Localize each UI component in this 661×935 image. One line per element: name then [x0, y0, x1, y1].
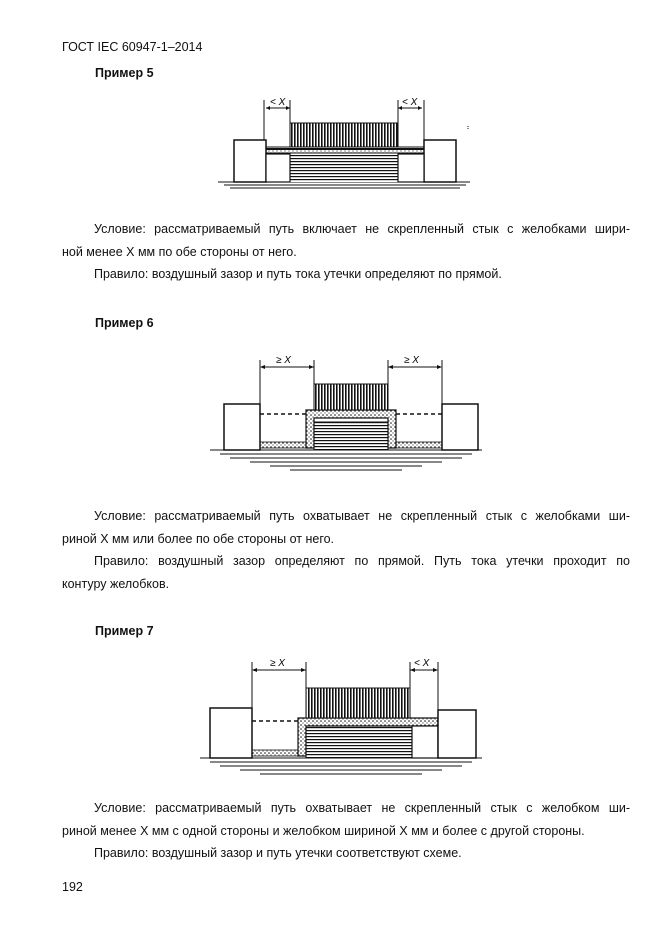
left-block — [234, 140, 266, 182]
page-number: 192 — [62, 880, 83, 894]
example-5-diagram — [210, 92, 475, 195]
rule-line: Правило: воздушный зазор и путь тока утечки определяют по прямой. — [94, 267, 502, 281]
dim-label-right: < X — [414, 658, 430, 669]
condition-line: Условие: рассматриваемый путь охватывает не скрепленный стык с желобками ши- — [94, 509, 630, 523]
example-5-text — [62, 218, 630, 286]
right-block — [442, 404, 478, 450]
lower-part — [306, 726, 412, 758]
lower-part — [314, 422, 388, 450]
dim-label-right: < X — [402, 97, 418, 108]
left-block — [210, 708, 252, 758]
left-block — [224, 404, 260, 450]
base-ground — [210, 450, 482, 470]
dim-label-left: ≥ X — [270, 658, 285, 669]
right-block — [438, 710, 476, 758]
example-7-heading: Пример 7 — [95, 624, 154, 638]
condition-line: Условие: рассматриваемый путь включает не скрепленный стык с желобками шири- — [94, 222, 630, 236]
condition-line: риной X мм или более по обе стороны от него. — [62, 531, 335, 546]
base-ground — [218, 182, 470, 188]
base-ground — [200, 758, 482, 774]
condition-line: риной менее X мм с одной стороны и желобком шириной X мм и более с другой стороны. — [62, 823, 585, 838]
rule-line: Правило: воздушный зазор определяют по прямой. Путь тока утечки проходит по — [94, 554, 630, 568]
condition-line: Условие: рассматриваемый путь охватывает не скрепленный стык с желобком ши- — [94, 801, 630, 815]
example-7-diagram — [200, 652, 485, 782]
document-header: ГОСТ IEC 60947-1–2014 — [62, 40, 203, 54]
dim-label-left: ≥ X — [276, 355, 291, 366]
example-6-diagram — [210, 350, 485, 482]
right-block — [424, 140, 456, 182]
example-6-heading: Пример 6 — [95, 316, 154, 330]
rule-line: Правило: воздушный зазор и путь утечки соответствуют схеме. — [94, 846, 462, 860]
upper-part — [290, 123, 398, 147]
rule-line: контуру желобков. — [62, 576, 170, 591]
example-5-heading: Пример 5 — [95, 66, 154, 80]
lower-part — [290, 152, 398, 182]
upper-part — [314, 384, 388, 410]
example-6-text — [62, 505, 630, 595]
example-7-text — [62, 797, 630, 865]
upper-part — [306, 688, 410, 718]
dim-label-right: ≥ X — [404, 355, 419, 366]
dim-label-left: < X — [270, 97, 286, 108]
condition-line: ной менее X мм по обе стороны от него. — [62, 244, 297, 259]
